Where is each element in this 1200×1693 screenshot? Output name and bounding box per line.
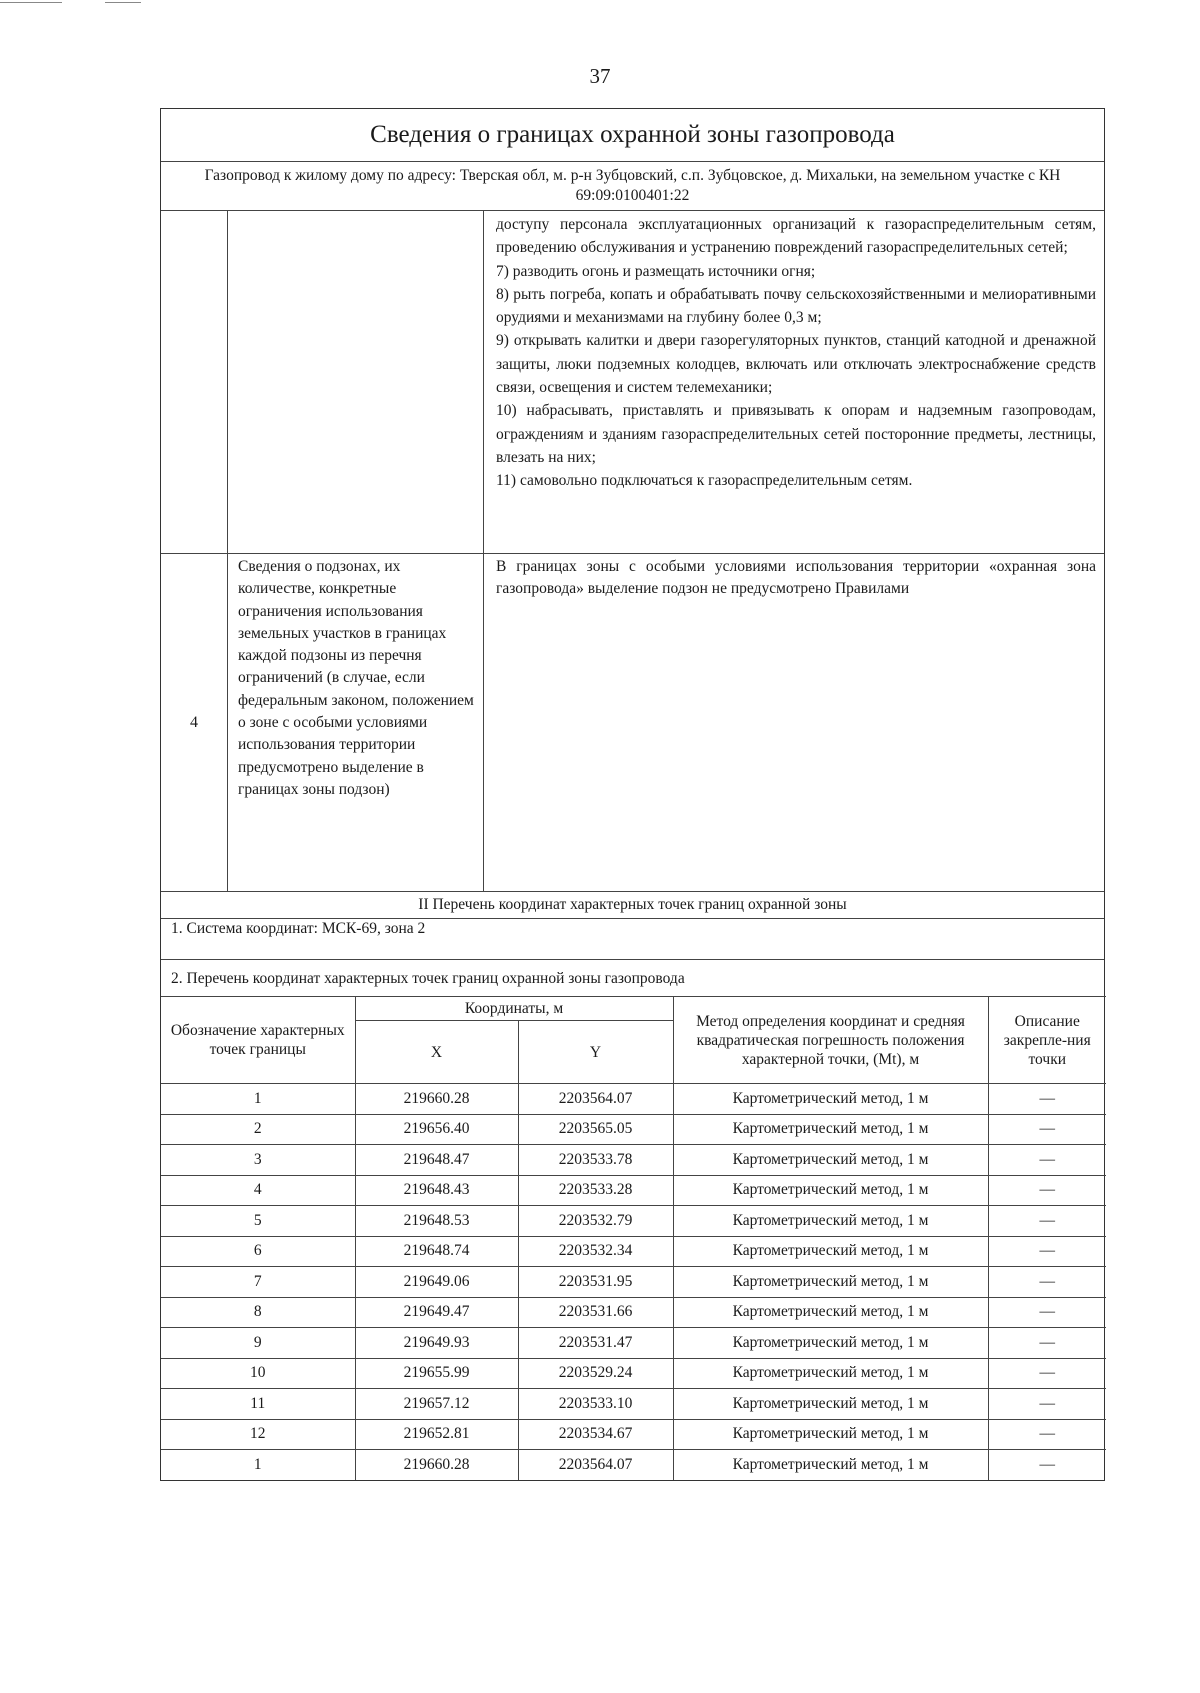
desc-cell: — xyxy=(988,1206,1106,1237)
method-cell: Картометрический метод, 1 м xyxy=(673,1236,988,1267)
method-cell: Картометрический метод, 1 м xyxy=(673,1358,988,1389)
desc-cell: — xyxy=(988,1114,1106,1145)
desc-cell: — xyxy=(988,1450,1106,1480)
point-cell: 6 xyxy=(161,1236,355,1267)
table-row xyxy=(161,1328,1106,1359)
page-number: 37 xyxy=(589,64,611,88)
table-row xyxy=(161,1389,1106,1420)
subzones-label: Сведения о подзонах, их количестве, конкретные ограничения использования земельных участков в границах каждой подзоны из перечня ограничений (в случае, если федеральным законом, положением о зоне с особыми условиями использования территории предусмотрено выделение в границах зоны подзон) xyxy=(228,554,484,891)
restrictions-text xyxy=(484,211,1104,553)
y-cell: 2203531.47 xyxy=(518,1328,673,1359)
x-cell: 219648.53 xyxy=(355,1206,518,1237)
x-cell: 219660.28 xyxy=(355,1450,518,1480)
point-cell: 3 xyxy=(161,1145,355,1176)
x-cell: 219648.47 xyxy=(355,1145,518,1176)
coordinates-table xyxy=(161,996,1106,1480)
header-description: Описание закрепле-ния точки xyxy=(988,997,1106,1084)
y-cell: 2203531.66 xyxy=(518,1297,673,1328)
header-coordinates: Координаты, м xyxy=(355,997,673,1021)
method-cell: Картометрический метод, 1 м xyxy=(673,1267,988,1298)
y-cell: 2203534.67 xyxy=(518,1419,673,1450)
point-cell: 1 xyxy=(161,1450,355,1480)
table-row xyxy=(161,1206,1106,1237)
desc-cell: — xyxy=(988,1175,1106,1206)
y-cell: 2203532.34 xyxy=(518,1236,673,1267)
desc-cell: — xyxy=(988,1389,1106,1420)
point-cell: 2 xyxy=(161,1114,355,1145)
table-row xyxy=(161,1175,1106,1206)
section-heading: II Перечень координат характерных точек границ охранной зоны xyxy=(161,891,1104,918)
pipeline-address: Газопровод к жилому дому по адресу: Тверская обл, м. р-н Зубцовский, с.п. Зубцовское, д. Михальки, на земельном участке с КН 69:09:0100401:22 xyxy=(161,161,1104,210)
scan-edge-marks xyxy=(0,2,150,4)
desc-cell: — xyxy=(988,1236,1106,1267)
table-row xyxy=(161,1114,1106,1145)
restrictions-row-continued xyxy=(161,210,1104,553)
y-cell: 2203529.24 xyxy=(518,1358,673,1389)
point-cell: 5 xyxy=(161,1206,355,1237)
method-cell: Картометрический метод, 1 м xyxy=(673,1175,988,1206)
x-cell: 219656.40 xyxy=(355,1114,518,1145)
y-cell: 2203564.07 xyxy=(518,1450,673,1480)
table-row xyxy=(161,1419,1106,1450)
y-cell: 2203565.05 xyxy=(518,1114,673,1145)
table-row xyxy=(161,1236,1106,1267)
desc-cell: — xyxy=(988,1084,1106,1115)
table-row xyxy=(161,1267,1106,1298)
y-cell: 2203533.10 xyxy=(518,1389,673,1420)
x-cell: 219649.06 xyxy=(355,1267,518,1298)
method-cell: Картометрический метод, 1 м xyxy=(673,1450,988,1480)
point-cell: 9 xyxy=(161,1328,355,1359)
method-cell: Картометрический метод, 1 м xyxy=(673,1297,988,1328)
header-point: Обозначение характерных точек границы xyxy=(161,997,355,1084)
row-number: 4 xyxy=(161,554,228,891)
method-cell: Картометрический метод, 1 м xyxy=(673,1114,988,1145)
y-cell: 2203533.28 xyxy=(518,1175,673,1206)
x-cell: 219649.47 xyxy=(355,1297,518,1328)
table-row xyxy=(161,1450,1106,1480)
table-row xyxy=(161,1145,1106,1176)
x-cell: 219648.74 xyxy=(355,1236,518,1267)
point-cell: 4 xyxy=(161,1175,355,1206)
restriction-paragraph: 9) открывать калитки и двери газорегуляторных пунктов, станций катодной и дренажной защиты, люки подземных колодцев, включать или отключать электроснабжение средств связи, освещения и систем телемеханики; xyxy=(496,332,1096,397)
point-cell: 12 xyxy=(161,1419,355,1450)
x-cell: 219649.93 xyxy=(355,1328,518,1359)
x-cell: 219648.43 xyxy=(355,1175,518,1206)
document-title: Сведения о границах охранной зоны газопровода xyxy=(370,121,895,148)
desc-cell: — xyxy=(988,1267,1106,1298)
x-cell: 219657.12 xyxy=(355,1389,518,1420)
x-cell: 219655.99 xyxy=(355,1358,518,1389)
boundary-info-table xyxy=(160,108,1105,1481)
table-row xyxy=(161,1084,1106,1115)
y-cell: 2203533.78 xyxy=(518,1145,673,1176)
row-number-cell xyxy=(161,211,228,553)
x-cell: 219652.81 xyxy=(355,1419,518,1450)
point-cell: 7 xyxy=(161,1267,355,1298)
y-cell: 2203564.07 xyxy=(518,1084,673,1115)
y-cell: 2203531.95 xyxy=(518,1267,673,1298)
desc-cell: — xyxy=(988,1419,1106,1450)
restriction-paragraph: доступу персонала эксплуатационных организаций к газораспределительным сетям, проведению обслуживания и устранению повреждений газораспределительных сетей; xyxy=(496,216,1096,257)
header-x: X xyxy=(355,1021,518,1084)
method-cell: Картометрический метод, 1 м xyxy=(673,1145,988,1176)
point-cell: 1 xyxy=(161,1084,355,1115)
table-row xyxy=(161,1297,1106,1328)
method-cell: Картометрический метод, 1 м xyxy=(673,1084,988,1115)
table-row xyxy=(161,1358,1106,1389)
point-cell: 11 xyxy=(161,1389,355,1420)
row-label-cell xyxy=(228,211,484,553)
restriction-paragraph: 8) рыть погреба, копать и обрабатывать почву сельскохозяйственными и мелиоративными орудиями и механизмами на глубину более 0,3 м; xyxy=(496,285,1096,327)
desc-cell: — xyxy=(988,1328,1106,1359)
header-method: Метод определения координат и средняя квадратическая погрешность положения характерной точки, (Mt), м xyxy=(673,997,988,1084)
coordinate-list-title: 2. Перечень координат характерных точек границ охранной зоны газопровода xyxy=(161,959,1104,996)
restriction-paragraph: 10) набрасывать, приставлять и привязывать к опорам и надземным газопроводам, ограждениям и зданиям газораспределительных сетей посторонние предметы, лестницы, влезать на них; xyxy=(496,402,1096,466)
desc-cell: — xyxy=(988,1297,1106,1328)
restriction-paragraph: 11) самовольно подключаться к газораспределительным сетям. xyxy=(496,472,913,490)
point-cell: 8 xyxy=(161,1297,355,1328)
point-cell: 10 xyxy=(161,1358,355,1389)
coordinate-system: 1. Система координат: МСК-69, зона 2 xyxy=(161,918,1104,959)
method-cell: Картометрический метод, 1 м xyxy=(673,1419,988,1450)
subzones-value: В границах зоны с особыми условиями использования территории «охранная зона газопровода» выделение подзон не предусмотрено Правилами xyxy=(496,558,1096,597)
x-cell: 219660.28 xyxy=(355,1084,518,1115)
method-cell: Картометрический метод, 1 м xyxy=(673,1389,988,1420)
subzones-row xyxy=(161,553,1104,891)
method-cell: Картометрический метод, 1 м xyxy=(673,1206,988,1237)
desc-cell: — xyxy=(988,1358,1106,1389)
header-y: Y xyxy=(518,1021,673,1084)
desc-cell: — xyxy=(988,1145,1106,1176)
method-cell: Картометрический метод, 1 м xyxy=(673,1328,988,1359)
restriction-paragraph: 7) разводить огонь и размещать источники огня; xyxy=(496,262,816,280)
y-cell: 2203532.79 xyxy=(518,1206,673,1237)
